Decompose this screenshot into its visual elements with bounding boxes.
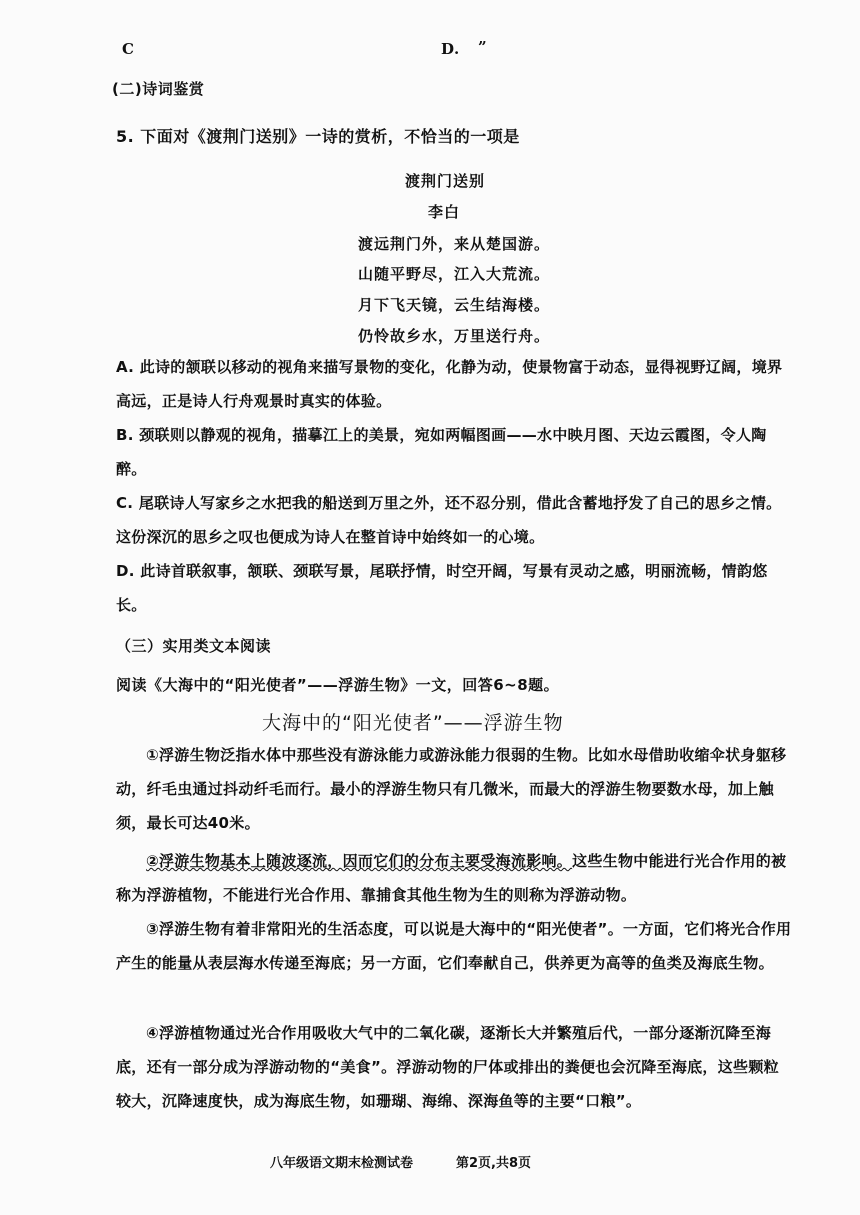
article-paragraph-1: ①浮游生物泛指水体中那些没有游泳能力或游泳能力很弱的生物。比如水母借助收缩伞状身躯移动，纤毛虫通过抖动纤毛而行。最小的浮游生物只有几微米，而最大的浮游生物要数水母，加上触须，最长可达40米。 [116, 746, 787, 832]
option-c-label: C [122, 40, 135, 58]
option-b: B. 颈联则以静观的视角，描摹江上的美景，宛如两幅图画——水中映月图、天边云霞图，令人陶醉。 [116, 426, 767, 478]
article-paragraph-3: ③浮游生物有着非常阳光的生活态度，可以说是大海中的“阳光使者”。一方面，它们将光合作用产生的能量从表层海水传递至海底；另一方面，它们奉献自己，供养更为高等的鱼类及海底生物。 [116, 920, 792, 972]
article-paragraph-4: ④浮游植物通过光合作用吸收大气中的二氧化碳，逐渐长大并繁殖后代，一部分逐渐沉降至海底，还有一部分成为浮游动物的“美食”。浮游动物的尸体或排出的粪便也会沉降至海底，这些颗粒较大，沉降速度快，成为海底生物，如珊瑚、海绵、深海鱼等的主要“口粮”。 [116, 1024, 779, 1110]
option-d: D. 此诗首联叙事，颔联、颈联写景，尾联抒情，时空开阔，写景有灵动之感，明丽流畅，情韵悠长。 [116, 562, 768, 614]
footer-page-number: 第2页,共8页 [456, 1156, 532, 1171]
section3-heading: （三）实用类文本阅读 [116, 637, 272, 655]
article-title: 大海中的“阳光使者”——浮游生物 [262, 712, 564, 734]
paragraph-2-rest: 这些生物中能进行光合作用的被称为浮游植物，不能进行光合作用、靠捕食其他生物为生的则称为浮游动物。 [116, 852, 787, 904]
article-paragraph-2 [116, 844, 792, 912]
option-d-value: ” [478, 38, 488, 56]
option-a: A. 此诗的颔联以移动的视角来描写景物的变化，化静为动，使景物富于动态，显得视野辽阔，境界高远，正是诗人行舟观景时真实的体验。 [116, 358, 783, 410]
poem-line-4: 仍怜故乡水，万里送行舟。 [358, 327, 551, 345]
poem-author: 李白 [428, 203, 461, 221]
poem-title: 渡荆门送别 [405, 172, 486, 190]
question-5: 5. 下面对《渡荆门送别》一诗的赏析，不恰当的一项是 [116, 127, 520, 146]
underlined-sentence: ②浮游生物基本上随波逐流，因而它们的分布主要受海流影响。 [146, 852, 573, 870]
poem-line-2: 山随平野尽，江入大荒流。 [358, 265, 551, 283]
poem-line-3: 月下飞天镜，云生结海楼。 [358, 296, 551, 314]
section2-heading: (二)诗词鉴赏 [112, 80, 205, 98]
reading-instruction: 阅读《大海中的“阳光使者”——浮游生物》一文，回答6~8题。 [116, 676, 560, 694]
poem-line-1: 渡远荆门外，来从楚国游。 [358, 235, 551, 253]
option-c: C. 尾联诗人写家乡之水把我的船送到万里之外，还不忍分别，借此含蓄地抒发了自己的思乡之情。这份深沉的思乡之叹也便成为诗人在整首诗中始终如一的心境。 [116, 494, 782, 546]
option-d-label: D. [441, 40, 460, 58]
footer-exam-name: 八年级语文期末检测试卷 [270, 1156, 414, 1171]
